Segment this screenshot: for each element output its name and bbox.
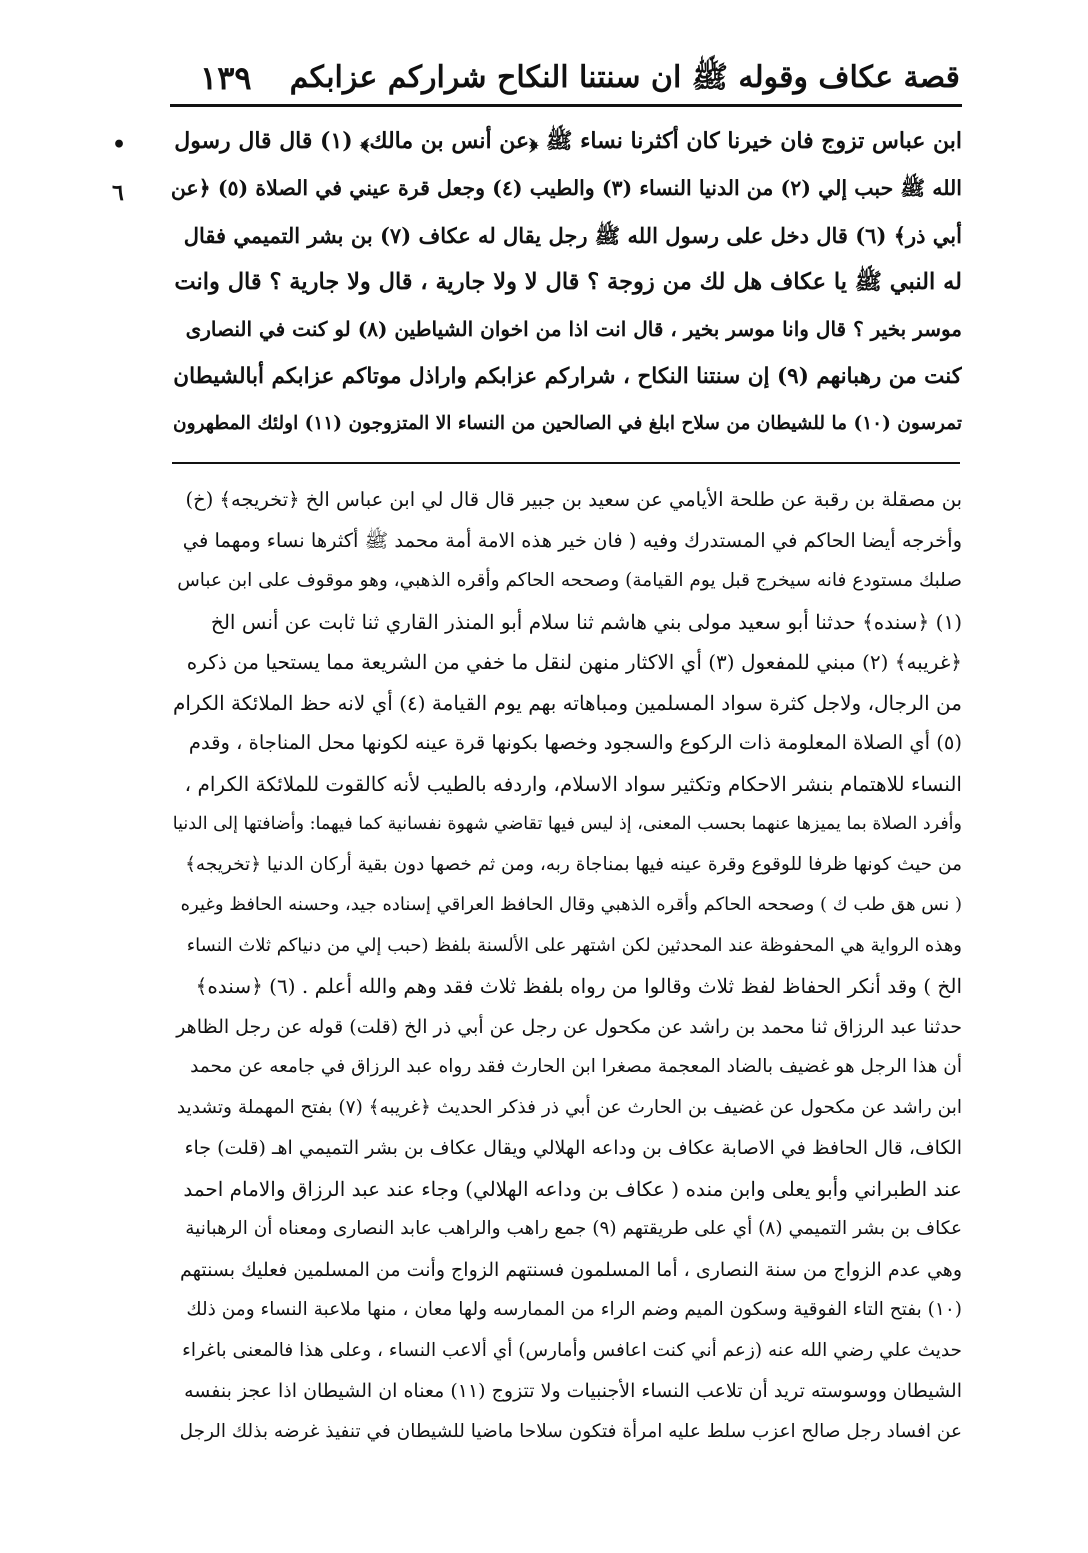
main-text-line: موسر بخير ؟ قال وانا موسر بخير ، قال انت اذا من اخوان الشياطين (٨) لو كنت في النصارى <box>185 317 962 341</box>
footnote-line: بن مصقلة بن رقبة عن طلحة الأيامي عن سعيد بن جبير قال قال لي ابن عباس الخ ﴿تخريجه﴾ (خ) <box>185 488 962 511</box>
running-header <box>170 55 960 101</box>
footnote-line: (٥) أي الصلاة المعلومة ذات الركوع والسجود وخصها بكونها قرة عينه لكونها محل المناجاة ، وقدم <box>188 731 962 754</box>
footnote-line: عن افساد رجل صالح اعزب سلط عليه امرأة فتكون سلاحا ماضيا للشيطان في تنفيذ غرضه بذلك الرجل <box>179 1420 962 1442</box>
footnote-line: الشيطان ووسوسته تريد أن تلاعب النساء الأجنبيات ولا تتزوج (١١) معناه ان الشيطان اذا عجز بنفسه <box>184 1380 962 1402</box>
footnote-line <box>172 1452 962 1493</box>
footnote-line: عند الطبراني وأبو يعلى وابن منده ( عكاف بن وداعه الهلالي) وجاء عند عبد الرزاق والامام احمد <box>183 1176 962 1201</box>
footnote-line: ابن راشد عن مكحول عن غضيف بن الحارث عن أبي ذر فذكر الحديث ﴿غريبه﴾ (٧) بفتح المهملة وتشديد <box>176 1096 962 1118</box>
main-text-line: الله ﷺ حبب إلي (٢) من الدنيا النساء (٣) والطيب (٤) وجعل قرة عيني في الصلاة (٥) ﴿عن <box>170 176 962 200</box>
page-number: ١٣٩ <box>200 59 252 97</box>
main-text-line: تمرسون (١٠) ما للشيطان من سلاح ابلغ في الصالحين من النساء الا المتزوجون (١١) اولئك المطهرون <box>172 413 962 434</box>
footnote-line: صلبك مستودع فانه سيخرج قبل يوم القيامة) وصححه الحاكم وأقره الذهبي، وهو موقوف على ابن عباس <box>177 570 962 591</box>
footnote-line: عكاف بن بشر التميمي (٨) أي على طريقتهم (٩) جمع راهب والراهب عابد النصارى ومعناه أن الرهبانية <box>185 1218 962 1239</box>
footnote-line: من الرجال، ولاجل كثرة سواد المسلمين ومباهاته بهم يوم القيامة (٤) أي لانه حظ الملائكة الكرام <box>172 690 962 715</box>
footnote-line: من حيث كونها ظرفا للوقوع وقرة عينه فيها بمناجاة ربه، ومن ثم خصها دون بقية أركان الدنيا ﴿تخريجه﴾ <box>185 853 962 875</box>
footnote-line: وهي عدم الزواج من سنة النصارى ، أما المسلمون فسنتهم الزواج وأنت من المسلمين فعليك بسنتهم <box>179 1258 962 1281</box>
footnote-line: ( نس هق طب ك ) وصححه الحاكم وأقره الذهبي وقال الحافظ العراقي إسناده جيد، وحسنه الحافظ وغيره <box>180 894 962 915</box>
footnote-line <box>172 1493 962 1534</box>
margin-mark-6: ٦ <box>112 180 124 206</box>
main-text-line: له النبي ﷺ يا عكاف هل لك من زوجة ؟ قال لا ولا جارية ، قال ولا جارية ؟ قال وانت <box>174 269 962 295</box>
main-text-line: ابن عباس تزوج فان خيرنا كان أكثرنا نساء ﷺ ﴿عن أنس بن مالك﴾ (١) قال قال رسول <box>174 128 962 154</box>
footnote-line: (١٠) بفتح التاء الفوقية وسكون الميم وضم الراء من الممارسه ولها معان ، منها ملاعبة النساء ومن ذلك <box>186 1299 962 1320</box>
main-text-line: أبي ذر﴾ (٦) قال دخل على رسول الله ﷺ رجل يقال له عكاف (٧) بن بشر التميمي فقال <box>183 223 962 248</box>
margin-mark-5: • <box>112 132 127 158</box>
footnote-line: الكاف، قال الحافظ في الاصابة عكاف بن وداعه الهلالي ويقال عكاف بن بشر التميمي اهـ (قلت) جاء <box>184 1137 962 1159</box>
footnote-line: الخ ) وقد أنكر الحفاظ لفظ ثلاث وقالوا من رواه بلفظ ثلاث فقد وهم والله أعلم . (٦) ﴿سنده﴾ <box>195 974 962 998</box>
footnote-line: ﴿غريبه﴾ (٢) مبني للمفعول (٣) أي الاكثار منهن لنقل ما خفي من الشريعة مما يستحيا من ذكره <box>186 650 962 674</box>
footnote-divider <box>172 462 960 464</box>
footnote-line: وهذه الرواية هي المحفوظة عند المحدثين لكن اشتهر على الألسنة بلفظ (حبب إلي من دنياكم ثلاث النساء <box>186 934 962 956</box>
footnote-line: وأفرد الصلاة بما يميزها عنهما بحسب المعنى، إذ ليس فيها تقاضي شهوة نفسانية كما فيهما: وأضافتها إلى الدنيا <box>172 814 962 834</box>
main-text <box>170 118 962 447</box>
main-text-line: كنت من رهبانهم (٩) إن سنتنا النكاح ، شراركم عزابكم واراذل موتاكم عزابكم أبالشيطان <box>173 364 962 389</box>
footnote-line: حدثنا عبد الرزاق ثنا محمد بن راشد عن مكحول عن رجل عن أبي ذر الخ (قلت) قوله عن رجل الظاهر <box>176 1015 962 1038</box>
footnote-line: أن هذا الرجل هو غضيف بالضاد المعجمة مصغرا ابن الحارث فقد رواه عبد الرزاق في جامعه عن محمد <box>190 1056 962 1077</box>
footnote-line: حديث علي رضي الله عنه (زعم أني كنت اعافس وأمارس) أي ألاعب النساء ، وعلى هذا فالمعنى باغراء <box>182 1339 962 1361</box>
chapter-title: قصة عكاف وقوله ﷺ ان سنتنا النكاح شراركم عزابكم <box>289 60 960 95</box>
footnote-line: وأخرجه أيضا الحاكم في المستدرك وفيه ( فان خير هذه الامة أمة محمد ﷺ أكثرها نساء ومهما في <box>182 528 962 552</box>
footnote-line: النساء للاهتمام بنشر الاحكام وتكثير سواد الاسلام، واردفه بالطيب لأنه كالقوت للملائكة الكرام ، <box>184 771 962 796</box>
footnote-line: (١) ﴿سنده﴾ حدثنا أبو سعيد مولى بني هاشم ثنا سلام أبو المنذر القاري ثنا ثابت عن أنس الخ <box>210 609 962 634</box>
header-rule <box>170 104 962 107</box>
footnotes <box>172 480 962 1533</box>
